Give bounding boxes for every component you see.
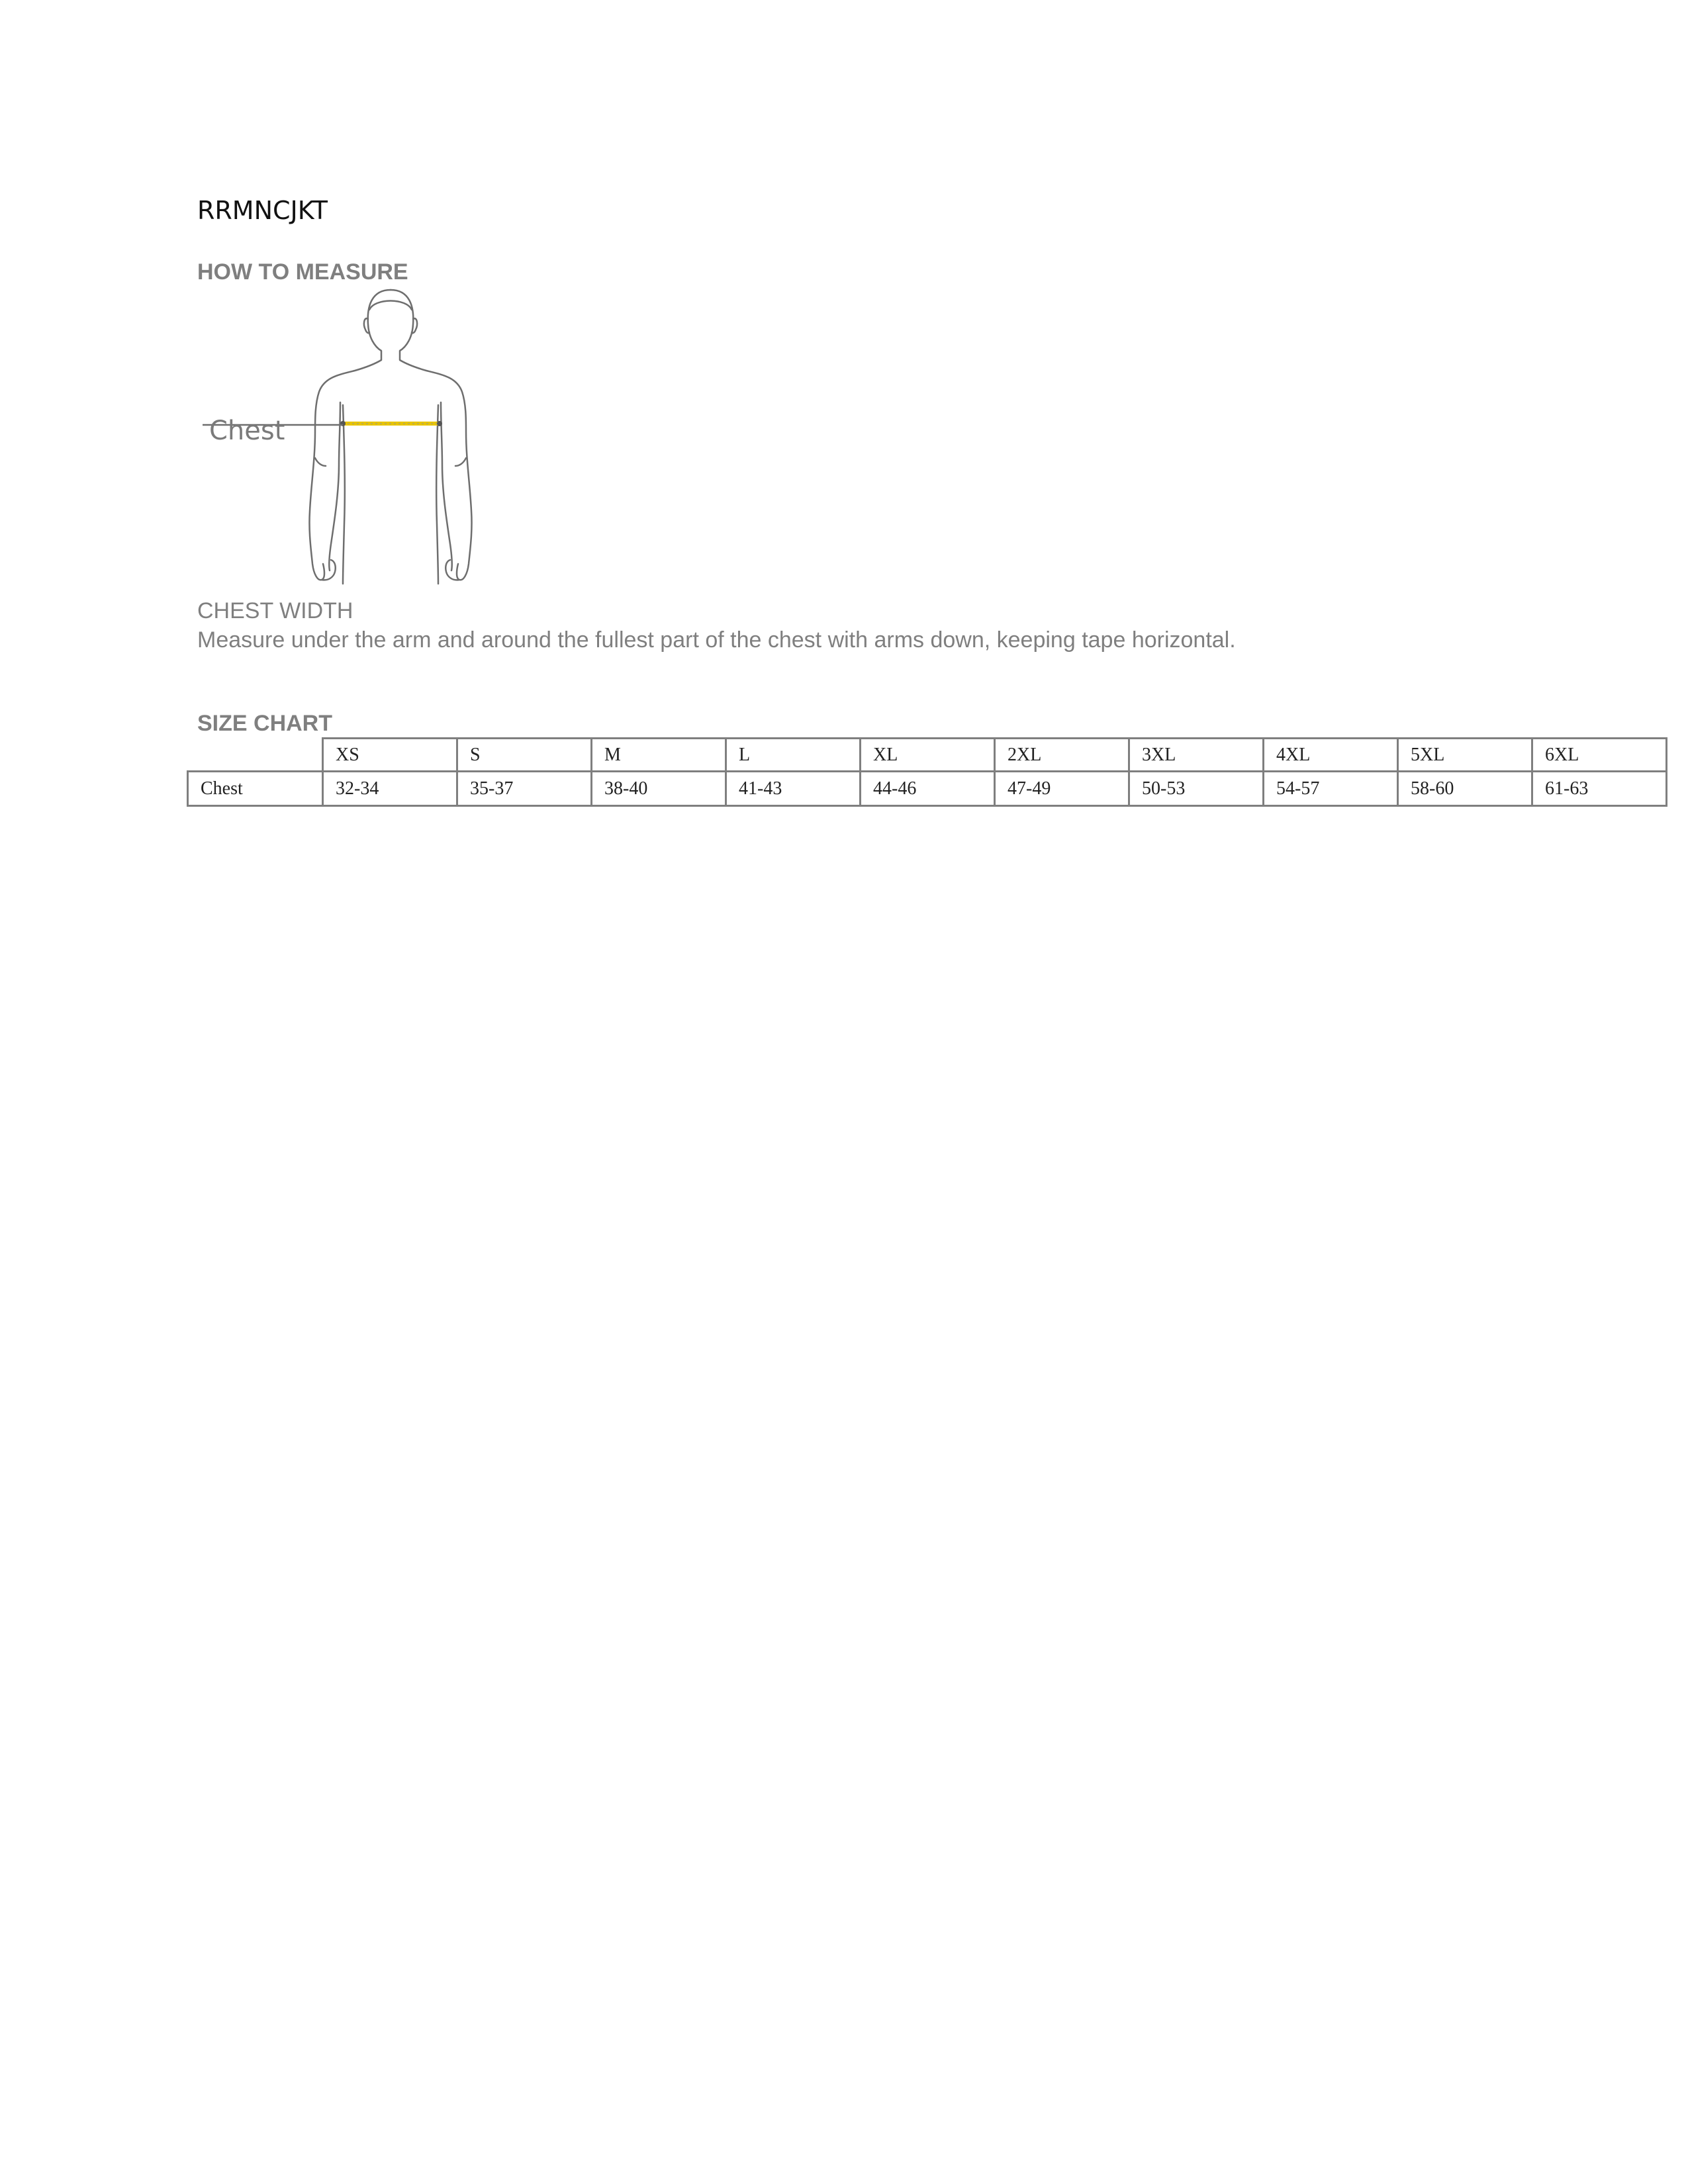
- chest-figure-label: Chest: [209, 416, 285, 446]
- measurement-cell: 38-40: [592, 772, 726, 806]
- measurement-cell: 61-63: [1532, 772, 1667, 806]
- measurement-cell: 32-34: [323, 772, 457, 806]
- size-header-cell: 4XL: [1264, 739, 1398, 772]
- chest-width-description: Measure under the arm and around the fullest part of the chest with arms down, keeping tape horizontal.: [197, 627, 1236, 653]
- how-to-measure-heading: HOW TO MEASURE: [197, 259, 408, 285]
- measurement-cell: 41-43: [726, 772, 861, 806]
- size-header-cell: 3XL: [1129, 739, 1264, 772]
- size-header-cell: 6XL: [1532, 739, 1667, 772]
- size-header-cell: XS: [323, 739, 457, 772]
- size-chart-table: [187, 737, 1667, 807]
- chest-width-title: CHEST WIDTH: [197, 598, 353, 623]
- size-header-cell: M: [592, 739, 726, 772]
- measurement-cell: 35-37: [457, 772, 592, 806]
- product-code: RRMNCJKT: [197, 196, 328, 225]
- measurement-cell: 54-57: [1264, 772, 1398, 806]
- measurement-cell: 44-46: [861, 772, 995, 806]
- blank-corner-cell: [188, 739, 323, 772]
- chest-measurement-row: [188, 772, 1667, 806]
- size-header-cell: XL: [861, 739, 995, 772]
- size-chart-heading: SIZE CHART: [197, 711, 332, 736]
- size-header-row: [188, 739, 1667, 772]
- measurement-cell: 58-60: [1398, 772, 1532, 806]
- size-header-cell: L: [726, 739, 861, 772]
- tape-end-right: [437, 421, 442, 426]
- size-header-cell: 5XL: [1398, 739, 1532, 772]
- row-label-cell: Chest: [188, 772, 323, 806]
- size-header-cell: 2XL: [995, 739, 1129, 772]
- measurement-cell: 47-49: [995, 772, 1129, 806]
- size-header-cell: S: [457, 739, 592, 772]
- measurement-cell: 50-53: [1129, 772, 1264, 806]
